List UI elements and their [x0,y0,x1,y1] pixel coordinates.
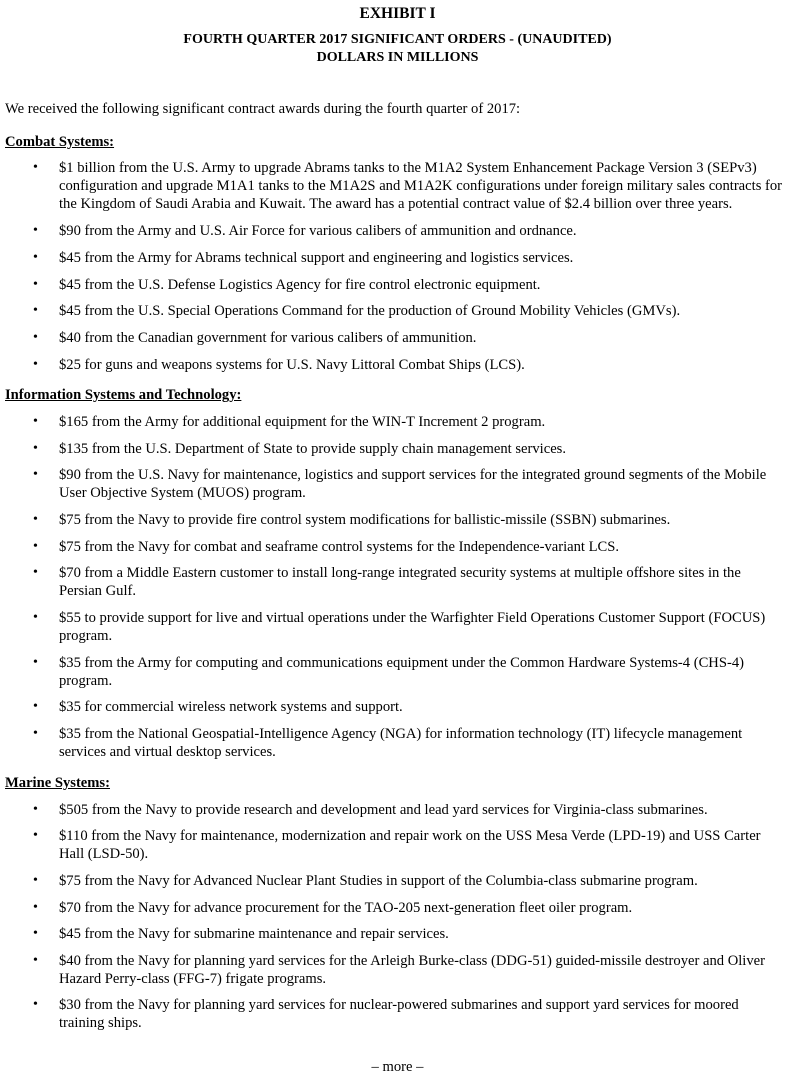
list-item-text: $45 from the Army for Abrams technical support and engineering and logistics services. [59,250,574,266]
list-item-text: $35 from the National Geospatial-Intelligence Agency (NGA) for information technology (IT) lifecycle management services and virtual desktop services. [59,726,743,760]
bullet-icon: • [33,828,38,843]
section-heading-combat-systems: Combat Systems: [5,134,115,150]
list-item-text: $35 for commercial wireless network systems and support. [59,699,403,715]
document-subtitle: DOLLARS IN MILLIONS [316,50,479,65]
list-item-text: $55 to provide support for live and virtual operations under the Warfighter Field Operations Customer Support (FOCUS) program. [59,610,766,644]
list-item-text: $110 from the Navy for maintenance, modernization and repair work on the USS Mesa Verde (LPD-19) and USS Carter Hall (LSD-50). [59,828,761,862]
bullet-icon: • [33,512,38,527]
bullet-icon: • [33,467,38,482]
bullet-icon: • [33,699,38,714]
bullet-icon: • [33,414,38,429]
bullet-icon: • [33,539,38,554]
bullet-icon: • [33,900,38,915]
bullet-icon: • [33,953,38,968]
bullet-icon: • [33,250,38,265]
section-heading-information-systems: Information Systems and Technology: [5,387,242,403]
list-item-text: $165 from the Army for additional equipment for the WIN-T Increment 2 program. [59,414,546,430]
bullet-icon: • [33,802,38,817]
list-item-text: $30 from the Navy for planning yard services for nuclear-powered submarines and support yard services for moored training ships. [59,997,739,1031]
document-title: FOURTH QUARTER 2017 SIGNIFICANT ORDERS - (UNAUDITED) [183,32,612,47]
bullet-icon: • [33,610,38,625]
list-item-text: $90 from the U.S. Navy for maintenance, logistics and support services for the integrated ground segments of the Mobile User Objective System (MUOS) program. [59,467,767,501]
list-item-text: $70 from the Navy for advance procurement for the TAO-205 next-generation fleet oiler program. [59,900,633,916]
bullet-icon: • [33,357,38,372]
bullet-icon: • [33,160,38,175]
list-item-text: $135 from the U.S. Department of State to provide supply chain management services. [59,441,567,457]
list-item-text: $45 from the U.S. Special Operations Command for the production of Ground Mobility Vehicles (GMVs). [59,303,681,319]
list-item-text: $40 from the Navy for planning yard services for the Arleigh Burke-class (DDG-51) guided-missile destroyer and Oliver Hazard Perry-class (FFG-7) frigate programs. [59,953,765,987]
bullet-icon: • [33,303,38,318]
bullet-icon: • [33,277,38,292]
bullet-icon: • [33,441,38,456]
list-item-text: $70 from a Middle Eastern customer to install long-range integrated security systems at multiple offshore sites in the Persian Gulf. [59,565,741,599]
list-item-text: $35 from the Army for computing and communications equipment under the Common Hardware Systems-4 (CHS-4) program. [59,655,744,689]
section-heading-marine-systems: Marine Systems: [5,775,110,791]
list-item-text: $1 billion from the U.S. Army to upgrade Abrams tanks to the M1A2 System Enhancement Package Version 3 (SEPv3) configuration and upgrade M1A1 tanks to the M1A2S and M1A2K configurations under foreign military sales contracts for the Kingdom of Saudi Arabia and Kuwait. The award has a potential contract value of $2.4 billion over three years. [59,160,783,212]
list-item-text: $75 from the Navy for combat and seaframe control systems for the Independence-variant LCS. [59,539,620,555]
list-item-text: $45 from the U.S. Defense Logistics Agency for fire control electronic equipment. [59,277,541,293]
bullet-icon: • [33,997,38,1012]
bullet-icon: • [33,926,38,941]
list-item-text: $90 from the Army and U.S. Air Force for various calibers of ammunition and ordnance. [59,223,577,239]
bullet-icon: • [33,726,38,741]
list-item-text: $75 from the Navy to provide fire control system modifications for ballistic-missile (SSBN) submarines. [59,512,671,528]
continuation-marker: – more – [371,1059,424,1075]
intro-paragraph: We received the following significant contract awards during the fourth quarter of 2017: [5,101,521,117]
list-item-text: $45 from the Navy for submarine maintenance and repair services. [59,926,449,942]
bullet-icon: • [33,873,38,888]
bullet-icon: • [33,330,38,345]
bullet-icon: • [33,565,38,580]
list-item-text: $40 from the Canadian government for various calibers of ammunition. [59,330,477,346]
bullet-icon: • [33,223,38,238]
bullet-icon: • [33,655,38,670]
list-item-text: $505 from the Navy to provide research and development and lead yard services for Virginia-class submarines. [59,802,708,818]
list-item-text: $25 for guns and weapons systems for U.S. Navy Littoral Combat Ships (LCS). [59,357,525,373]
list-item-text: $75 from the Navy for Advanced Nuclear Plant Studies in support of the Columbia-class submarine program. [59,873,698,889]
exhibit-label: EXHIBIT I [359,5,436,22]
